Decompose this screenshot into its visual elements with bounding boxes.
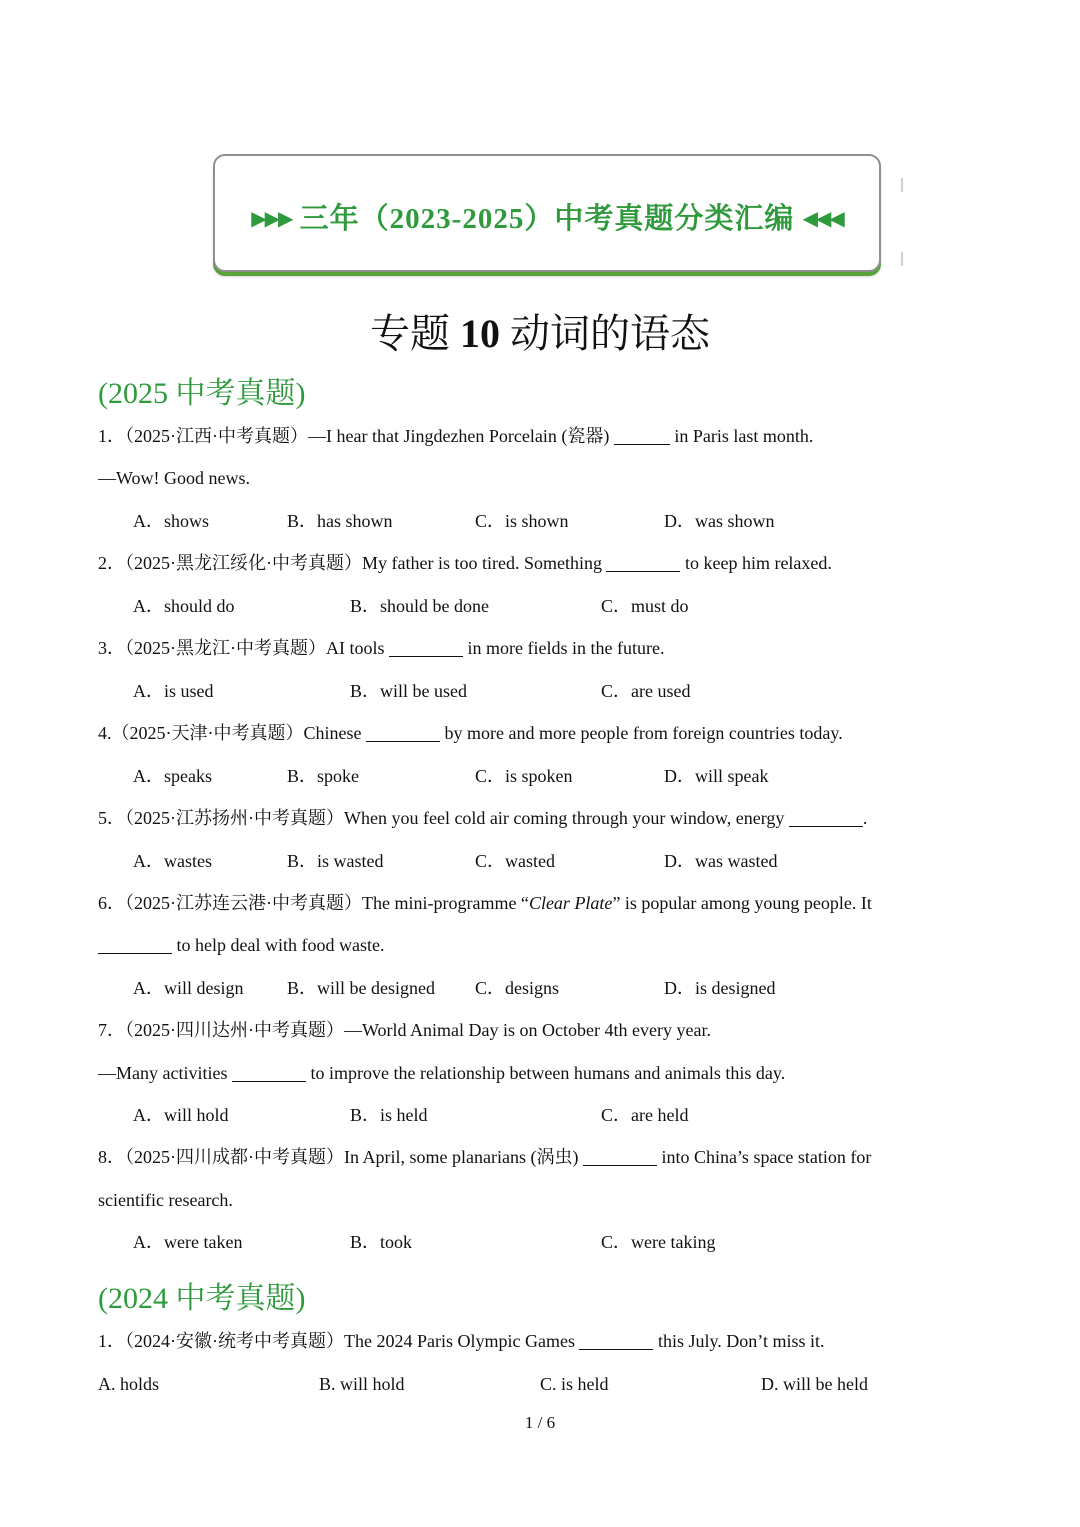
- question-stem: 2．（2025·黑龙江绥化·中考真题）My father is too tired. Something: [98, 553, 602, 573]
- question-3: [98, 636, 664, 660]
- option-b: B．will be used: [350, 681, 467, 701]
- option-c: C．designs: [475, 978, 560, 998]
- header-banner: [213, 154, 881, 272]
- question-5: [98, 806, 867, 830]
- title-suffix: 动词的语态: [510, 311, 710, 356]
- question-7: 7．（2025·四川达州·中考真题）—World Animal Day is on October 4th every year.: [98, 1020, 711, 1040]
- answer-blank: [606, 553, 680, 572]
- edge-mark: [901, 178, 903, 192]
- option-b: B．spoke: [287, 766, 359, 786]
- question-stem-after: into China’s space station for: [661, 1147, 872, 1167]
- answer-blank: [583, 1147, 657, 1166]
- question-stem: 3．（2025·黑龙江·中考真题）AI tools: [98, 638, 385, 658]
- question-stem-after: .: [862, 808, 868, 828]
- option-b: B．will be designed: [287, 978, 435, 998]
- option-c: C．is shown: [475, 511, 569, 531]
- title-number: 10: [460, 311, 500, 356]
- section-heading-2024: (2024 中考真题): [98, 1282, 306, 1315]
- question-6-continuation: [98, 933, 384, 957]
- question-8-continuation: scientific research.: [98, 1190, 233, 1210]
- question-stem-after: in Paris last month.: [674, 426, 814, 446]
- answer-blank: [366, 723, 440, 742]
- question-stem-after: this July. Don’t miss it.: [657, 1331, 825, 1351]
- question-stem-after: by more and more people from foreign countries today.: [444, 723, 843, 743]
- option-c: C．were taking: [601, 1232, 716, 1252]
- question-stem: 4.（2025·天津·中考真题）Chinese: [98, 723, 362, 743]
- option-a: A．is used: [133, 681, 214, 701]
- question-stem-after: to improve the relationship between humans and animals this day.: [310, 1063, 786, 1083]
- option-a: A．will hold: [133, 1105, 229, 1125]
- question-stem: 6．（2025·江苏连云港·中考真题）The mini-programme “: [98, 893, 529, 913]
- option-c: C．must do: [601, 596, 689, 616]
- option-d: D．was shown: [664, 511, 775, 531]
- answer-blank: [789, 808, 863, 827]
- option-a: A．will design: [133, 978, 244, 998]
- question-2024-1: [98, 1329, 824, 1353]
- banner-text-row: [215, 196, 879, 237]
- question-stem: 1．（2024·安徽·统考中考真题）The 2024 Paris Olympic Games: [98, 1331, 575, 1351]
- option-c: C．is spoken: [475, 766, 573, 786]
- option-b: B．is wasted: [287, 851, 384, 871]
- question-8: [98, 1145, 871, 1169]
- option-b: B．has shown: [287, 511, 393, 531]
- question-4: [98, 721, 843, 745]
- option-c: C．wasted: [475, 851, 555, 871]
- option-b: B．should be done: [350, 596, 489, 616]
- banner-title: 三年（2023-2025）中考真题分类汇编: [299, 203, 795, 235]
- option-a: A. holds: [98, 1374, 160, 1394]
- question-stem: —Many activities: [98, 1063, 228, 1083]
- option-c: C．are held: [601, 1105, 689, 1125]
- question-2: [98, 551, 832, 575]
- answer-blank: [614, 426, 670, 445]
- question-stem-after: in more fields in the future.: [467, 638, 665, 658]
- option-a: A．speaks: [133, 766, 212, 786]
- option-b: B．is held: [350, 1105, 428, 1125]
- option-d: D. will be held: [761, 1374, 868, 1394]
- option-d: D．will speak: [664, 766, 769, 786]
- edge-mark: [901, 252, 903, 266]
- option-c: C．are used: [601, 681, 691, 701]
- option-b: B．took: [350, 1232, 413, 1252]
- programme-name: Clear Plate: [528, 893, 613, 913]
- option-d: D．is designed: [664, 978, 776, 998]
- option-a: A．shows: [133, 511, 210, 531]
- question-1: [98, 424, 813, 448]
- option-d: D．was wasted: [664, 851, 778, 871]
- answer-blank: [232, 1063, 306, 1082]
- option-b: B. will hold: [319, 1374, 405, 1394]
- question-stem: 5．（2025·江苏扬州·中考真题）When you feel cold air coming through your window, energy: [98, 808, 785, 828]
- option-a: A．wastes: [133, 851, 212, 871]
- question-stem: 8．（2025·四川成都·中考真题）In April, some planarians (涡虫): [98, 1147, 579, 1167]
- question-stem: 1．（2025·江西·中考真题）—I hear that Jingdezhen Porcelain (瓷器): [98, 426, 610, 446]
- right-arrows-icon: ◀◀◀: [802, 208, 843, 230]
- title-prefix: 专题: [370, 311, 450, 356]
- option-c: C. is held: [540, 1374, 609, 1394]
- answer-blank: [579, 1331, 653, 1350]
- question-stem-after: to keep him relaxed.: [684, 553, 832, 573]
- question-stem-after: to help deal with food waste.: [176, 935, 385, 955]
- answer-blank: [98, 935, 172, 954]
- section-heading-2025: (2025 中考真题): [98, 377, 306, 410]
- option-a: A．should do: [133, 596, 235, 616]
- question-1-continuation: —Wow! Good news.: [98, 468, 251, 488]
- page-title: [0, 302, 1080, 359]
- question-stem-2: ” is popular among young people. It: [612, 893, 872, 913]
- page-number: 1 / 6: [524, 1413, 556, 1432]
- left-arrows-icon: ▶▶▶: [251, 208, 292, 230]
- option-a: A．were taken: [133, 1232, 243, 1252]
- question-6: [98, 891, 872, 915]
- answer-blank: [389, 638, 463, 657]
- question-7-continuation: [98, 1061, 785, 1085]
